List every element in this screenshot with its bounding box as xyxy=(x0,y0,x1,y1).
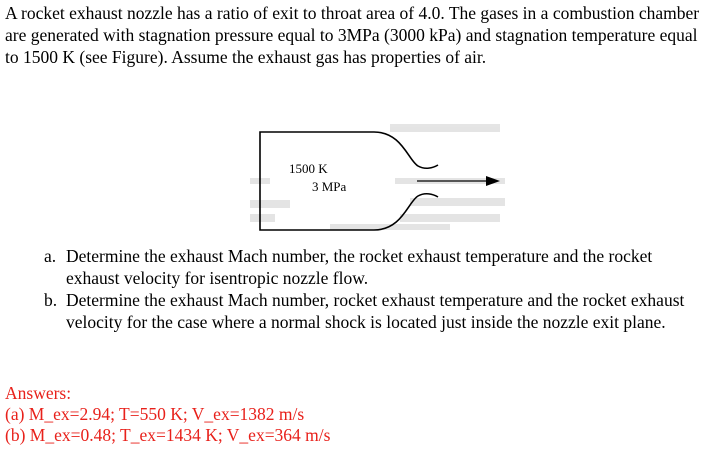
nozzle-figure xyxy=(250,118,510,243)
question-item-a xyxy=(0,245,715,289)
answer-a: (a) M_ex=2.94; T=550 K; V_ex=1382 m/s xyxy=(5,404,305,424)
nozzle-upper-wall xyxy=(374,132,438,168)
nozzle-diagram xyxy=(250,118,510,243)
question-marker-a: a. xyxy=(44,246,57,266)
question-marker-b: b. xyxy=(44,290,58,310)
answer-b: (b) M_ex=0.48; T_ex=1434 K; V_ex=364 m/s xyxy=(5,425,331,445)
answers-block xyxy=(5,383,330,446)
chamber-temperature-label: 1500 K xyxy=(289,161,328,176)
question-text-b: Determine the exhaust Mach number, rocket exhaust temperature and the rocket exhaust velocity for the case where a normal shock is located just inside the nozzle exit plane. xyxy=(66,290,685,332)
chamber-pressure-label: 3 MPa xyxy=(312,179,347,194)
figure-background-noise xyxy=(250,124,505,230)
answers-heading: Answers: xyxy=(5,383,72,403)
flow-arrow-head xyxy=(486,176,500,186)
problem-statement: A rocket exhaust nozzle has a ratio of exit to throat area of 4.0. The gases in a combustion chamber are generated with stagnation pressure equal to 3MPa (3000 kPa) and stagnation temperature equal to 1500 K (see Figure). Assume the exhaust gas has properties of air. xyxy=(5,3,700,67)
question-list xyxy=(0,245,715,333)
question-item-b xyxy=(0,289,715,333)
question-text-a: Determine the exhaust Mach number, the rocket exhaust temperature and the rocket exhaust velocity for isentropic nozzle flow. xyxy=(66,246,653,288)
